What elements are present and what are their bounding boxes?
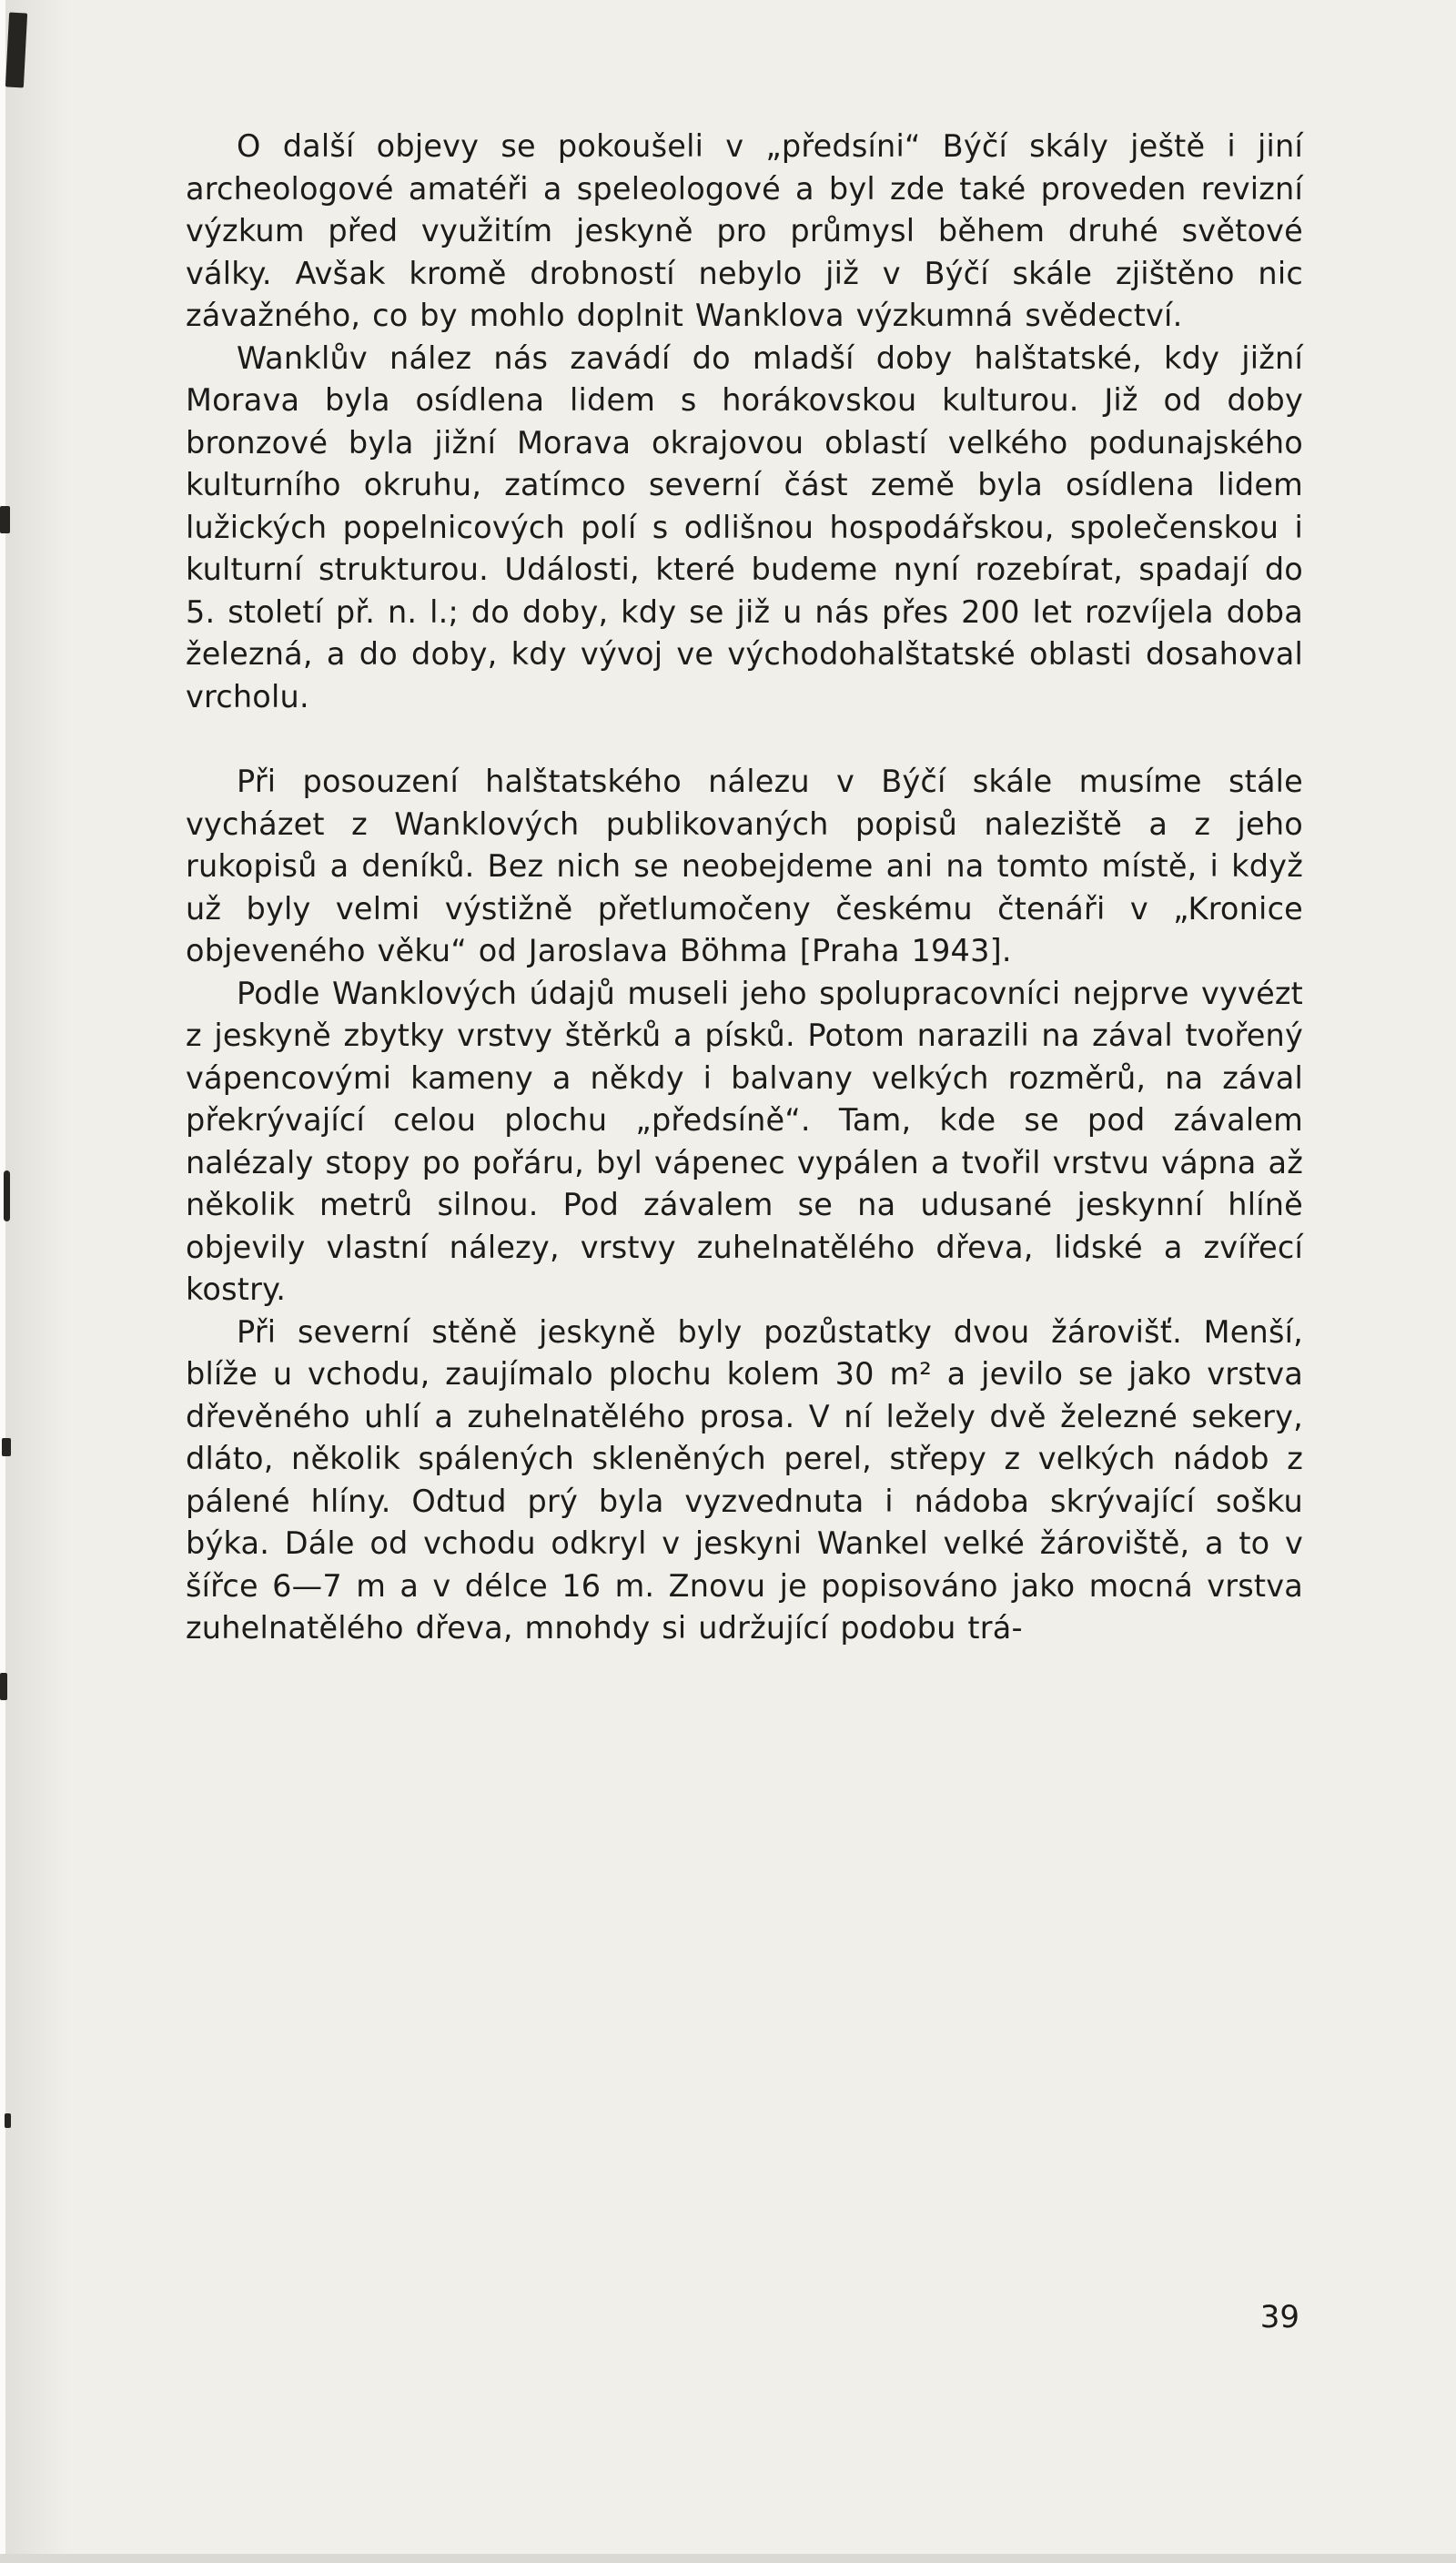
binding-shadow (5, 0, 69, 2563)
paragraph: Při posouzení halštatského nálezu v Býčí skále musíme stále vycházet z Wanklových publikovaných popisů naleziště a z jeho rukopisů a deníků. Bez nich se neobejdeme ani na tomto místě, i když už byly velmi výstižně přetlumočeny českému čtenáři v „Kronice objeveného věku“ od Jaroslava Böhma [Praha 1943]. (186, 764, 1303, 968)
scan-artifact (5, 2113, 11, 2128)
scan-artifact (0, 1673, 7, 1700)
page-number: 39 (1259, 2299, 1299, 2335)
scan-artifact (5, 13, 27, 88)
paragraph: O další objevy se pokoušeli v „předsíni“ Býčí skály ještě i jiní archeologové amatéři a speleologové a byl zde také proveden revizní výzkum před využitím jeskyně pro průmysl během druhé světové války. Avšak kromě drobností nebylo již v Býčí skále zjištěno nic závažného, co by mohlo doplnit Wanklova výzkumná svědectví. (186, 128, 1303, 333)
page-text (186, 126, 1303, 1650)
scan-edge-bottom (0, 2554, 1456, 2563)
scan-artifact (0, 506, 10, 533)
paragraph: Při severní stěně jeskyně byly pozůstatky dvou žárovišť. Menší, blíže u vchodu, zaujímalo plochu kolem 30 m² a jevilo se jako vrstva dřevěného uhlí a zuhelnatělého prosa. V ní ležely dvě železné sekery, dláto, několik spálených skleněných perel, střepy z velkých nádob z pálené hlíny. Odtud prý byla vyzvednuta i nádoba skrývající sošku býka. Dále od vchodu odkryl v jeskyni Wankel velké žároviště, a to v šířce 6—7 m a v délce 16 m. Znovu je popisováno jako mocná vrstva zuhelnatělého dřeva, mnohdy si udržující podobu trá- (186, 1313, 1303, 1646)
paragraph: Wanklův nález nás zavádí do mladší doby halštatské, kdy jižní Morava byla osídlena lidem s horákovskou kulturou. Již od doby bronzové byla jižní Morava okrajovou oblastí velkého podunajského kulturního okruhu, zatímco severní část země byla osídlena lidem lužických popelnicových polí s odlišnou hospodářskou, společenskou i kulturní strukturou. Události, které budeme nyní rozebírat, spadají do 5. století př. n. l.; do doby, kdy se již u nás přes 200 let rozvíjela doba železná, a do doby, kdy vývoj ve východohalštatské oblasti dosahoval vrcholu. (186, 339, 1303, 714)
scan-artifact (2, 1438, 11, 1456)
paragraph: Podle Wanklových údajů museli jeho spolupracovníci nejprve vyvézt z jeskyně zbytky vrstvy štěrků a písků. Potom narazili na zával tvořený vápencovými kameny a někdy i balvany velkých rozměrů, na zával překrývající celou plochu „předsíně“. Tam, kde se pod závalem nalézaly stopy po pořáru, byl vápenec vypálen a tvořil vrstvu vápna až několik metrů silnou. Pod závalem se na udusané jeskynní hlíně objevily vlastní nálezy, vrstvy zuhelnatělého dřeva, lidské a zvířecí kostry. (186, 975, 1303, 1307)
scan-artifact (4, 1170, 10, 1221)
